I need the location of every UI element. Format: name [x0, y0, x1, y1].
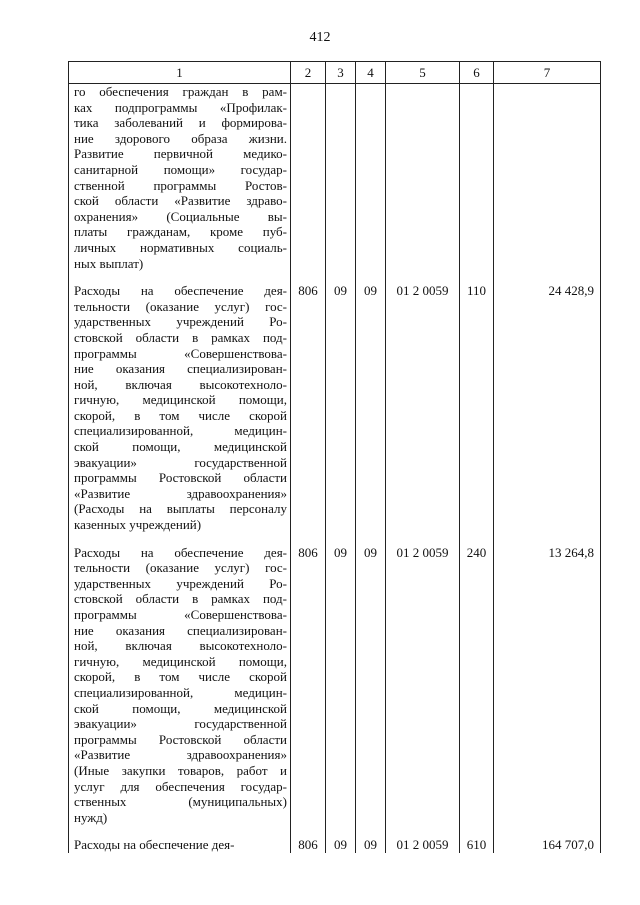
spacer-cell: [291, 825, 326, 837]
description-line: ние оказания специализирован-: [74, 361, 287, 377]
target-article-code: 01 2 0059: [386, 283, 460, 533]
description-line: программы «Совершенствова-: [74, 345, 287, 361]
spacer-cell: [494, 271, 601, 283]
description-line: ных выплат): [74, 255, 144, 271]
description-line: казенных учреждений): [74, 517, 202, 533]
description-line: программы Ростовской области: [74, 470, 287, 486]
description-line: скорой, в том числе скорой: [74, 407, 287, 423]
description-line: ние оказания специализирован-: [74, 622, 287, 638]
column-header-6: 6: [460, 62, 494, 84]
spacer-cell: [356, 271, 386, 283]
description-line: Расходы на обеспечение дея-: [74, 283, 287, 299]
expense-type-code: 610: [460, 837, 494, 853]
description-line: ударственных учреждений Ро-: [74, 575, 287, 591]
description-line: эвакуации» государственной: [74, 716, 287, 732]
target-article-code: 01 2 0059: [386, 837, 460, 853]
description-line: Развитие первичной медико-: [74, 146, 287, 162]
page-number: 412: [309, 30, 331, 45]
section-code: [326, 84, 356, 272]
description-line: ной, включая высокотехноло-: [74, 638, 287, 654]
row-spacer: [69, 825, 601, 837]
description-line: ударственных учреждений Ро-: [74, 314, 287, 330]
description-line: ственных (муниципальных): [74, 794, 287, 810]
description-line: ние здорового образа жизни.: [74, 130, 287, 146]
description-line: тика заболеваний и формирова-: [74, 115, 287, 131]
spacer-cell: [494, 825, 601, 837]
spacer-cell: [326, 533, 356, 545]
row-spacer: [69, 533, 601, 545]
department-code: 806: [291, 545, 326, 826]
subsection-code: 09: [356, 545, 386, 826]
description-line: (Расходы на выплаты персоналу: [74, 501, 287, 517]
row-description: [69, 283, 291, 533]
subsection-code: [356, 84, 386, 272]
budget-table: [68, 61, 601, 853]
description-line: платы гражданам, кроме пуб-: [74, 224, 287, 240]
section-code: 09: [326, 283, 356, 533]
description-line: ках подпрограммы «Профилак-: [74, 99, 287, 115]
column-header-2: 2: [291, 62, 326, 84]
department-code: 806: [291, 283, 326, 533]
expense-type-code: 240: [460, 545, 494, 826]
spacer-cell: [386, 271, 460, 283]
spacer-cell: [494, 533, 601, 545]
spacer-cell: [69, 825, 291, 837]
description-line: нужд): [74, 809, 108, 825]
section-code: 09: [326, 545, 356, 826]
target-article-code: 01 2 0059: [386, 545, 460, 826]
description-line: личных нормативных социаль-: [74, 239, 287, 255]
spacer-cell: [356, 533, 386, 545]
table-row: [69, 837, 601, 853]
description-line: стовской области в рамках под-: [74, 329, 287, 345]
amount-value: 24 428,9: [494, 283, 601, 533]
description-line: Расходы на обеспечение дея-: [74, 544, 287, 560]
section-code: 09: [326, 837, 356, 853]
spacer-cell: [386, 825, 460, 837]
description-line: го обеспечения граждан в рам-: [74, 84, 287, 99]
column-header-4: 4: [356, 62, 386, 84]
amount-value: 164 707,0: [494, 837, 601, 853]
row-description: [69, 545, 291, 826]
row-spacer: [69, 271, 601, 283]
column-header-3: 3: [326, 62, 356, 84]
description-line: ской помощи, медицинской: [74, 700, 287, 716]
department-code: [291, 84, 326, 272]
row-description: [69, 84, 291, 272]
spacer-cell: [291, 271, 326, 283]
expense-type-code: [460, 84, 494, 272]
column-header-7: 7: [494, 62, 601, 84]
column-header-5: 5: [386, 62, 460, 84]
table-row: [69, 545, 601, 826]
amount-value: [494, 84, 601, 272]
table-body: [69, 84, 601, 853]
table-row: [69, 84, 601, 272]
description-line: программы Ростовской области: [74, 731, 287, 747]
description-line: ской области «Развитие здраво-: [74, 193, 287, 209]
subsection-code: 09: [356, 837, 386, 853]
description-line: ственной программы Ростов-: [74, 177, 287, 193]
column-header-1: 1: [69, 62, 291, 84]
expense-type-code: 110: [460, 283, 494, 533]
spacer-cell: [69, 533, 291, 545]
description-line: специализированной, медицин-: [74, 684, 287, 700]
spacer-cell: [69, 271, 291, 283]
description-line: тельности (оказание услуг) гос-: [74, 560, 287, 576]
spacer-cell: [460, 533, 494, 545]
spacer-cell: [460, 271, 494, 283]
description-line: ной, включая высокотехноло-: [74, 376, 287, 392]
description-line: «Развитие здравоохранения»: [74, 485, 287, 501]
amount-value: 13 264,8: [494, 545, 601, 826]
spacer-cell: [460, 825, 494, 837]
row-description: [69, 837, 291, 853]
department-code: 806: [291, 837, 326, 853]
description-line: тельности (оказание услуг) гос-: [74, 298, 287, 314]
subsection-code: 09: [356, 283, 386, 533]
description-line: Расходы на обеспечение дея-: [74, 837, 235, 853]
table-row: [69, 283, 601, 533]
target-article-code: [386, 84, 460, 272]
description-line: гичную, медицинской помощи,: [74, 392, 287, 408]
description-line: охранения» (Социальные вы-: [74, 208, 287, 224]
spacer-cell: [356, 825, 386, 837]
description-line: (Иные закупки товаров, работ и: [74, 762, 287, 778]
description-line: услуг для обеспечения государ-: [74, 778, 287, 794]
description-line: стовской области в рамках под-: [74, 591, 287, 607]
spacer-cell: [326, 271, 356, 283]
description-line: гичную, медицинской помощи,: [74, 653, 287, 669]
description-line: специализированной, медицин-: [74, 423, 287, 439]
spacer-cell: [326, 825, 356, 837]
description-line: программы «Совершенствова-: [74, 607, 287, 622]
description-line: эвакуации» государственной: [74, 454, 287, 470]
description-line: скорой, в том числе скорой: [74, 669, 287, 685]
description-line: «Развитие здравоохранения»: [74, 747, 287, 763]
header-row: [69, 62, 601, 84]
spacer-cell: [291, 533, 326, 545]
description-line: ской помощи, медицинской: [74, 439, 287, 455]
spacer-cell: [386, 533, 460, 545]
description-line: санитарной помощи» государ-: [74, 161, 287, 177]
